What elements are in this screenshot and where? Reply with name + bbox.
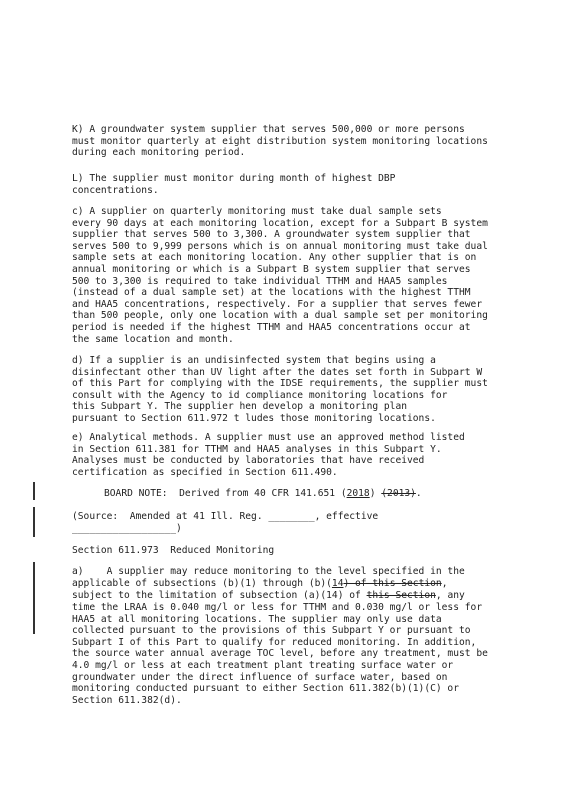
board-note: BOARD NOTE: Derived from 40 CFR 141.651 (2018) (2013). xyxy=(104,488,422,499)
revision-margin-bar xyxy=(33,482,35,500)
revision-margin-bar xyxy=(33,507,35,537)
source-note-line2: __________________) xyxy=(72,523,182,534)
paragraph-e: e) Analytical methods. A supplier must use an approved method listed in Section 611.381 for TTHM and HAA5 analyses in this Subpart Y. Analyses must be conducted by laboratories that have received certification as specified in Section 611.490. xyxy=(72,432,465,478)
section-a-line3: subject to the limitation of subsection (a)(14) of this Section, any xyxy=(72,590,465,601)
paragraph-l: L) The supplier must monitor during month of highest DBP concentrations. xyxy=(72,173,396,196)
paragraph-k: K) A groundwater system supplier that serves 500,000 or more persons must monitor quarterly at eight distribution system monitoring locations during each monitoring period. xyxy=(72,124,488,159)
revision-margin-bar xyxy=(33,562,35,634)
section-a-line1: a) A supplier may reduce monitoring to the level specified in the xyxy=(72,566,465,577)
source-note: (Source: Amended at 41 Ill. Reg. ________, effective xyxy=(72,511,379,522)
section-heading: Section 611.973 Reduced Monitoring xyxy=(72,545,275,556)
section-a-line2: applicable of subsections (b)(1) through (b)(14) of this Section, xyxy=(72,578,448,589)
section-a-body: time the LRAA is 0.040 mg/l or less for TTHM and 0.030 mg/l or less for HAA5 at all monitoring locations. The supplier may only use data collected pursuant to the provisions of this Subpart Y or pursuant to Subpart I of this Part to qualify for reduced monitoring. In addition, the source water annual average TOC level, before any treatment, must be 4.0 mg/l or less at each treatment plant treating surface water or groundwater under the direct influence of surface water, based on monitoring conducted pursuant to either Section 611.382(b)(1)(C) or Section 611.382(d). xyxy=(72,602,488,706)
paragraph-c: c) A supplier on quarterly monitoring must take dual sample sets every 90 days at each monitoring location, except for a Subpart B system supplier that serves 500 to 3,300. A groundwater system supplier that serves 500 to 9,999 persons which is on annual monitoring must take dual sample sets at each monitoring location. Any other supplier that is on annual monitoring or which is a Subpart B system supplier that serves 500 to 3,300 is required to take individual TTHM and HAA5 samples (instead of a dual sample set) at the locations with the highest TTHM and HAA5 concentrations, respectively. For a supplier that serves fewer than 500 people, only one location with a dual sample set per monitoring period is needed if the highest TTHM and HAA5 concentrations occur at the same location and month. xyxy=(72,206,488,345)
paragraph-d: d) If a supplier is an undisinfected system that begins using a disinfectant other than UV light after the dates set forth in Subpart W of this Part for complying with the IDSE requirements, the supplier must consult with the Agency to id compliance monitoring locations for this Subpart Y. The supplier hen develop a monitoring plan pursuant to Section 611.972 t ludes those monitoring locations. xyxy=(72,355,488,424)
